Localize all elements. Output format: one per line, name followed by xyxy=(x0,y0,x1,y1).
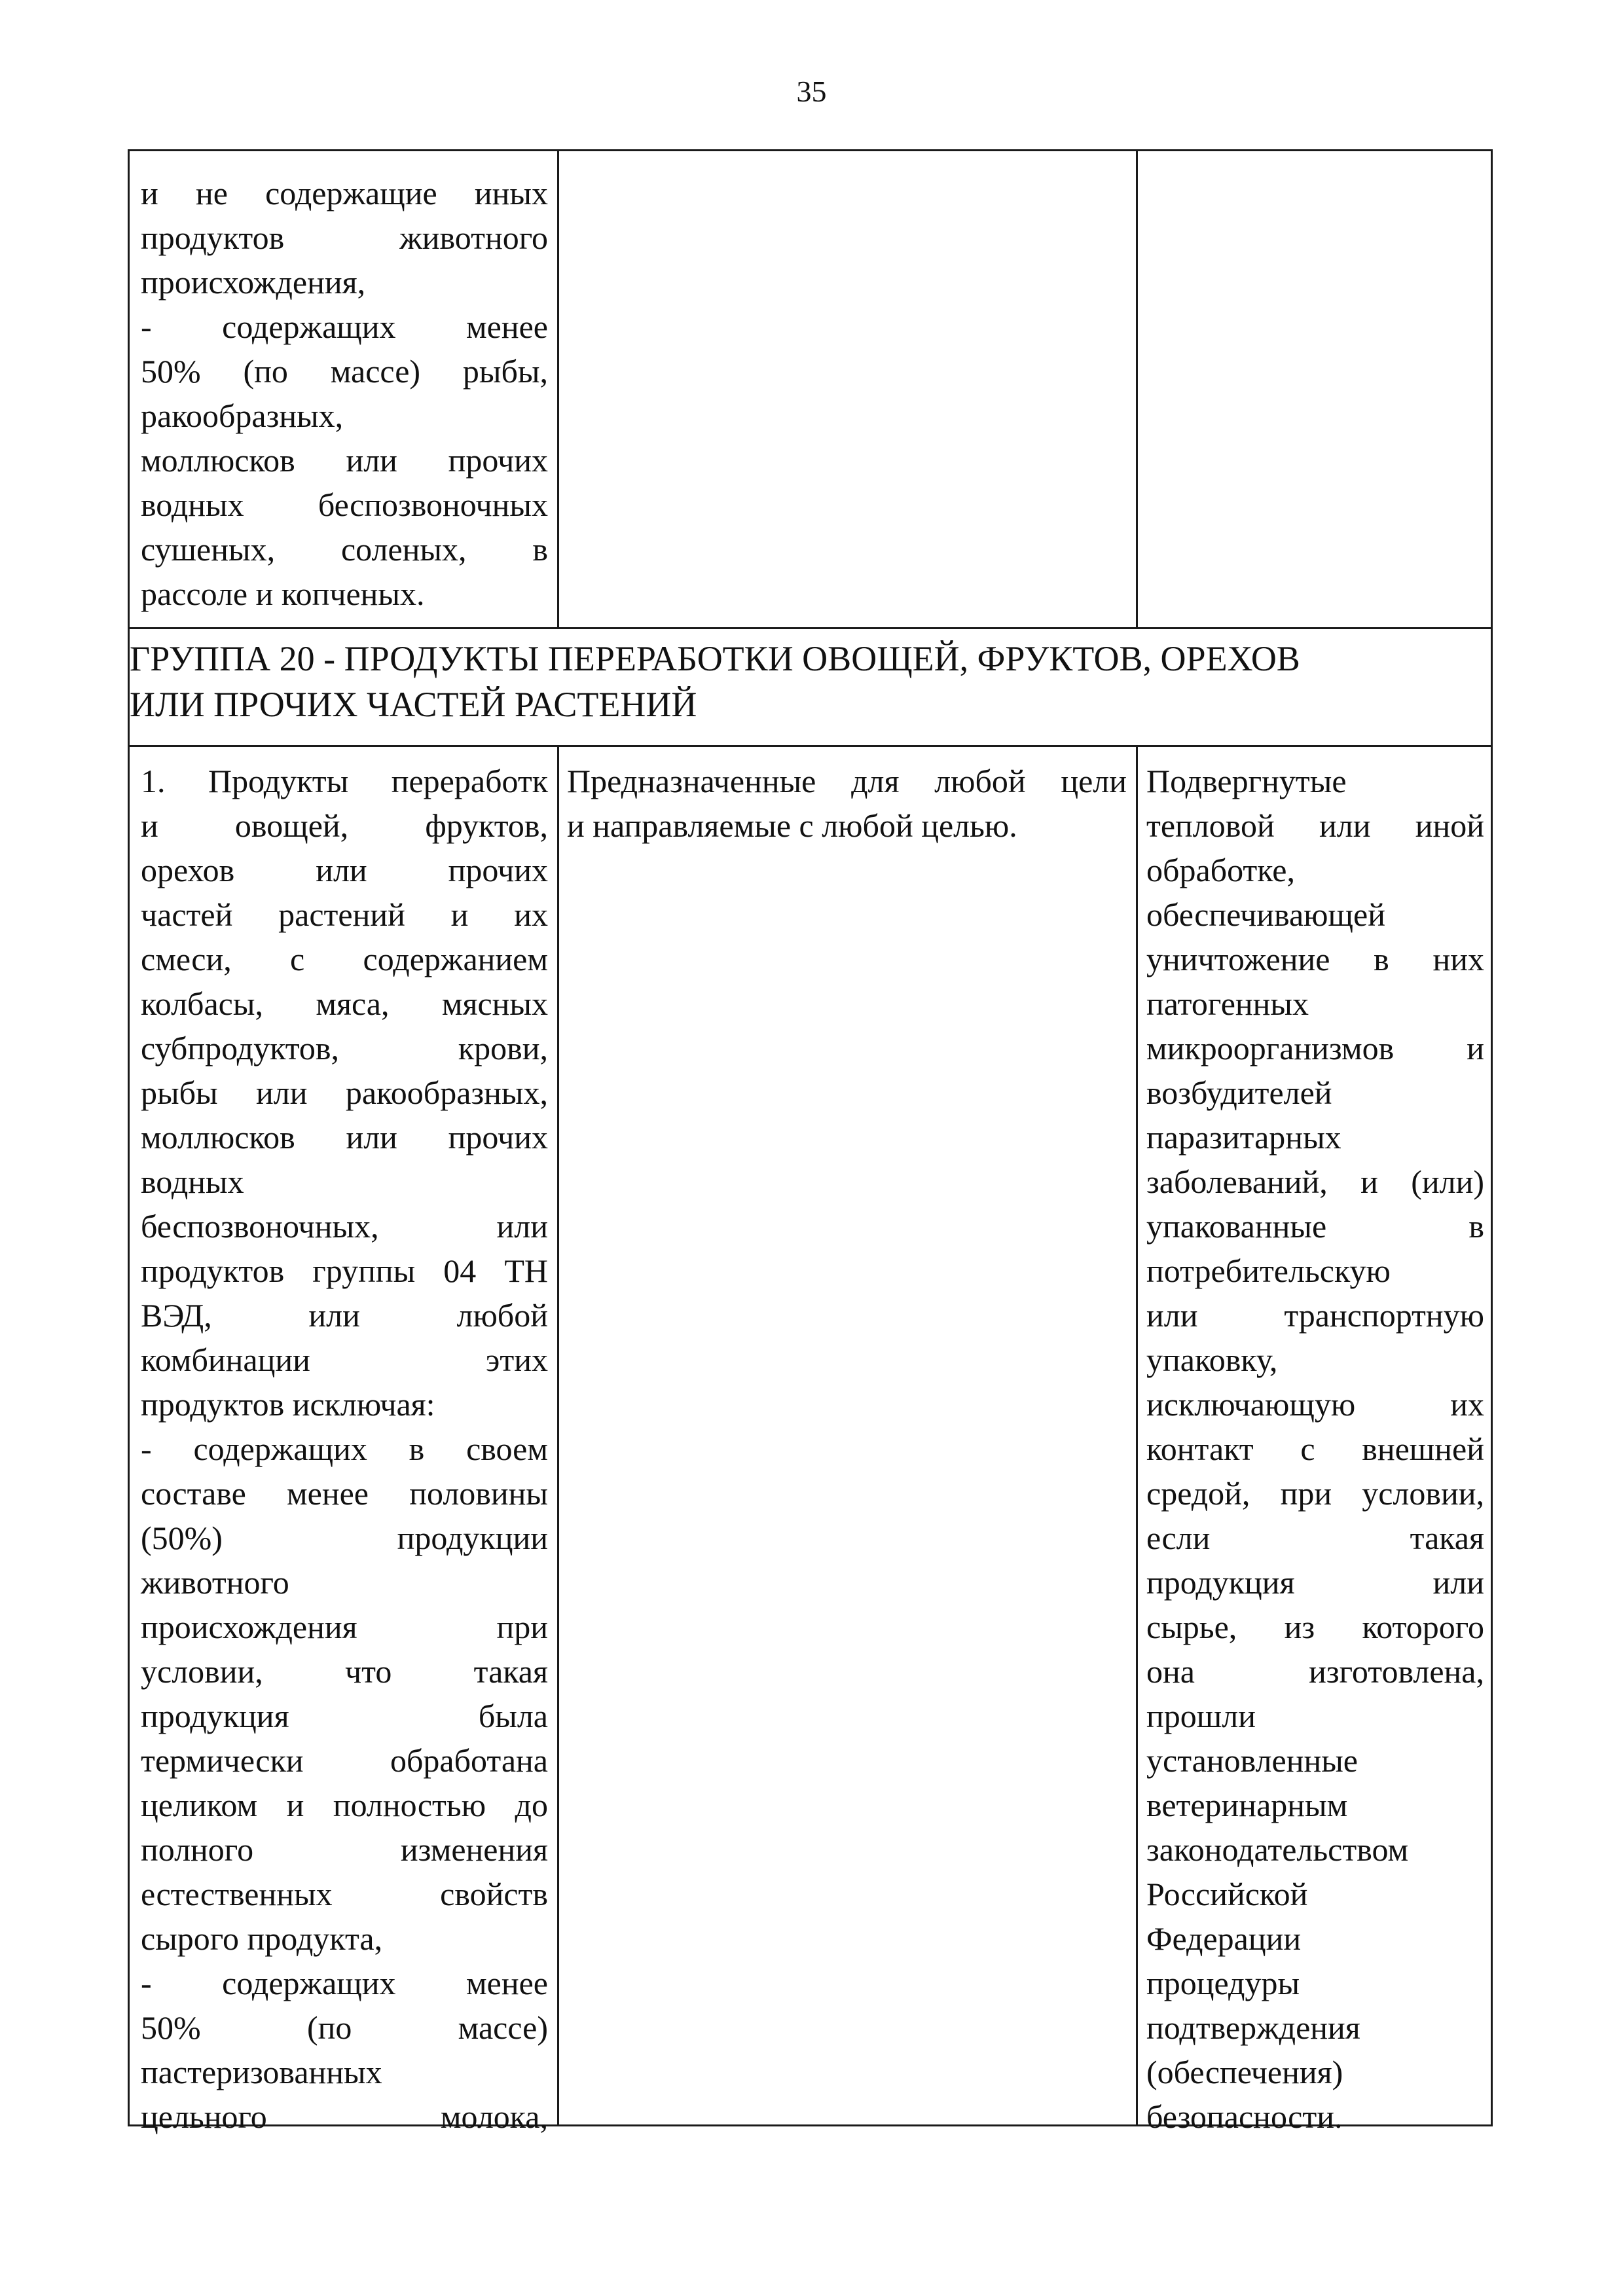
text-line: происхождения при xyxy=(141,1609,548,1645)
row2-purpose-cell xyxy=(567,759,1127,848)
text-line: заболеваний, и (или) xyxy=(1146,1163,1484,1200)
text-line: Российской xyxy=(1146,1876,1308,1912)
text-line: установленные xyxy=(1146,1742,1358,1779)
text-line: тепловой или иной xyxy=(1146,807,1484,844)
text-line: целиком и полностью до xyxy=(141,1787,548,1823)
text-line: составе менее половины xyxy=(141,1475,548,1512)
text-line: потребительскую xyxy=(1146,1252,1391,1289)
text-line: обеспечивающей xyxy=(1146,896,1385,933)
column-divider-2-row1 xyxy=(1136,151,1138,627)
text-line: ветеринарным xyxy=(1146,1787,1348,1823)
text-line: и направляемые с любой целью. xyxy=(567,807,1017,844)
row-divider-2 xyxy=(130,745,1491,747)
column-divider-1-row2 xyxy=(557,745,559,2126)
text-line: патогенных xyxy=(1146,985,1309,1022)
text-line: беспозвоночных, или xyxy=(141,1208,548,1245)
text-line: и не содержащие иных xyxy=(141,175,548,211)
text-line: животного xyxy=(141,1564,289,1601)
text-line: - содержащих менее xyxy=(141,308,548,345)
text-line: упакованные в xyxy=(1146,1208,1484,1245)
text-line: термически обработана xyxy=(141,1742,548,1779)
text-line: колбасы, мяса, мясных xyxy=(141,985,548,1022)
text-line: паразитарных xyxy=(1146,1119,1341,1156)
text-line: средой, при условии, xyxy=(1146,1475,1484,1512)
text-line: - содержащих менее xyxy=(141,1965,548,2001)
group-20-heading xyxy=(130,636,1491,727)
text-line: микроорганизмов и xyxy=(1146,1030,1484,1066)
text-line: пастеризованных xyxy=(141,2054,382,2090)
text-line: орехов или прочих xyxy=(141,852,548,888)
heading-line: ИЛИ ПРОЧИХ ЧАСТЕЙ РАСТЕНИЙ xyxy=(130,685,697,724)
text-line: продуктов животного xyxy=(141,219,548,256)
text-line: контакт с внешней xyxy=(1146,1430,1484,1467)
text-line: подтверждения xyxy=(1146,2009,1360,2046)
text-line: частей растений и их xyxy=(141,896,548,933)
text-line: упаковку, xyxy=(1146,1341,1278,1378)
text-line: законодательством xyxy=(1146,1831,1409,1868)
text-line: ракообразных, xyxy=(141,397,344,434)
text-line: сушеных, соленых, в xyxy=(141,531,548,568)
text-line: комбинации этих xyxy=(141,1341,548,1378)
text-line: или транспортную xyxy=(1146,1297,1484,1334)
text-line: (обеспечения) xyxy=(1146,2054,1343,2090)
text-line: естественных свойств xyxy=(141,1876,548,1912)
text-line: водных беспозвоночных xyxy=(141,486,548,523)
text-line: обработке, xyxy=(1146,852,1296,888)
text-line: полного изменения xyxy=(141,1831,548,1868)
text-line: она изготовлена, xyxy=(1146,1653,1484,1690)
text-line: водных xyxy=(141,1163,244,1200)
text-line: ВЭД, или любой xyxy=(141,1297,548,1334)
text-line: - содержащих в своем xyxy=(141,1430,548,1467)
text-line: Федерации xyxy=(1146,1920,1302,1957)
document-table xyxy=(128,149,1493,2135)
text-line: субпродуктов, крови, xyxy=(141,1030,548,1066)
text-line: уничтожение в них xyxy=(1146,941,1484,977)
text-line: происхождения, xyxy=(141,264,366,301)
row-divider-1 xyxy=(130,627,1491,629)
text-line: если такая xyxy=(1146,1520,1484,1556)
text-line: 50% (по массе) xyxy=(141,2009,548,2046)
text-line: исключающую их xyxy=(1146,1386,1484,1423)
text-line: процедуры xyxy=(1146,1965,1300,2001)
text-line: (50%) продукции xyxy=(141,1520,548,1556)
text-line: возбудителей xyxy=(1146,1074,1332,1111)
text-line: Предназначенные для любой цели xyxy=(567,763,1127,799)
page-number: 35 xyxy=(796,75,827,108)
text-line: безопасности. xyxy=(1146,2098,1343,2135)
text-line: продуктов исключая: xyxy=(141,1386,435,1423)
text-line: прошли xyxy=(1146,1698,1256,1734)
text-line: рыбы или ракообразных, xyxy=(141,1074,548,1111)
column-divider-2-row2 xyxy=(1136,745,1138,2126)
text-line: и овощей, фруктов, xyxy=(141,807,548,844)
text-line: рассоле и копченых. xyxy=(141,575,425,612)
row1-product-description-cell xyxy=(141,171,548,616)
text-line: 50% (по массе) рыбы, xyxy=(141,353,548,390)
row2-conditions-cell xyxy=(1146,759,1484,2139)
text-line: цельного молока, xyxy=(141,2098,548,2135)
text-line: моллюсков или прочих xyxy=(141,1119,548,1156)
text-line: 1. Продукты переработк xyxy=(141,763,548,799)
heading-line: ГРУППА 20 - ПРОДУКТЫ ПЕРЕРАБОТКИ ОВОЩЕЙ, ФРУКТОВ, ОРЕХОВ xyxy=(130,639,1300,678)
text-line: моллюсков или прочих xyxy=(141,442,548,479)
text-line: условии, что такая xyxy=(141,1653,548,1690)
text-line: сырого продукта, xyxy=(141,1920,383,1957)
text-line: сырье, из которого xyxy=(1146,1609,1484,1645)
text-line: продукция была xyxy=(141,1698,548,1734)
column-divider-1-row1 xyxy=(557,151,559,627)
row2-product-description-cell xyxy=(141,759,548,2139)
text-line: смеси, с содержанием xyxy=(141,941,548,977)
text-line: продуктов группы 04 ТН xyxy=(141,1252,548,1289)
text-line: Подвергнутые xyxy=(1146,763,1347,799)
text-line: продукция или xyxy=(1146,1564,1484,1601)
